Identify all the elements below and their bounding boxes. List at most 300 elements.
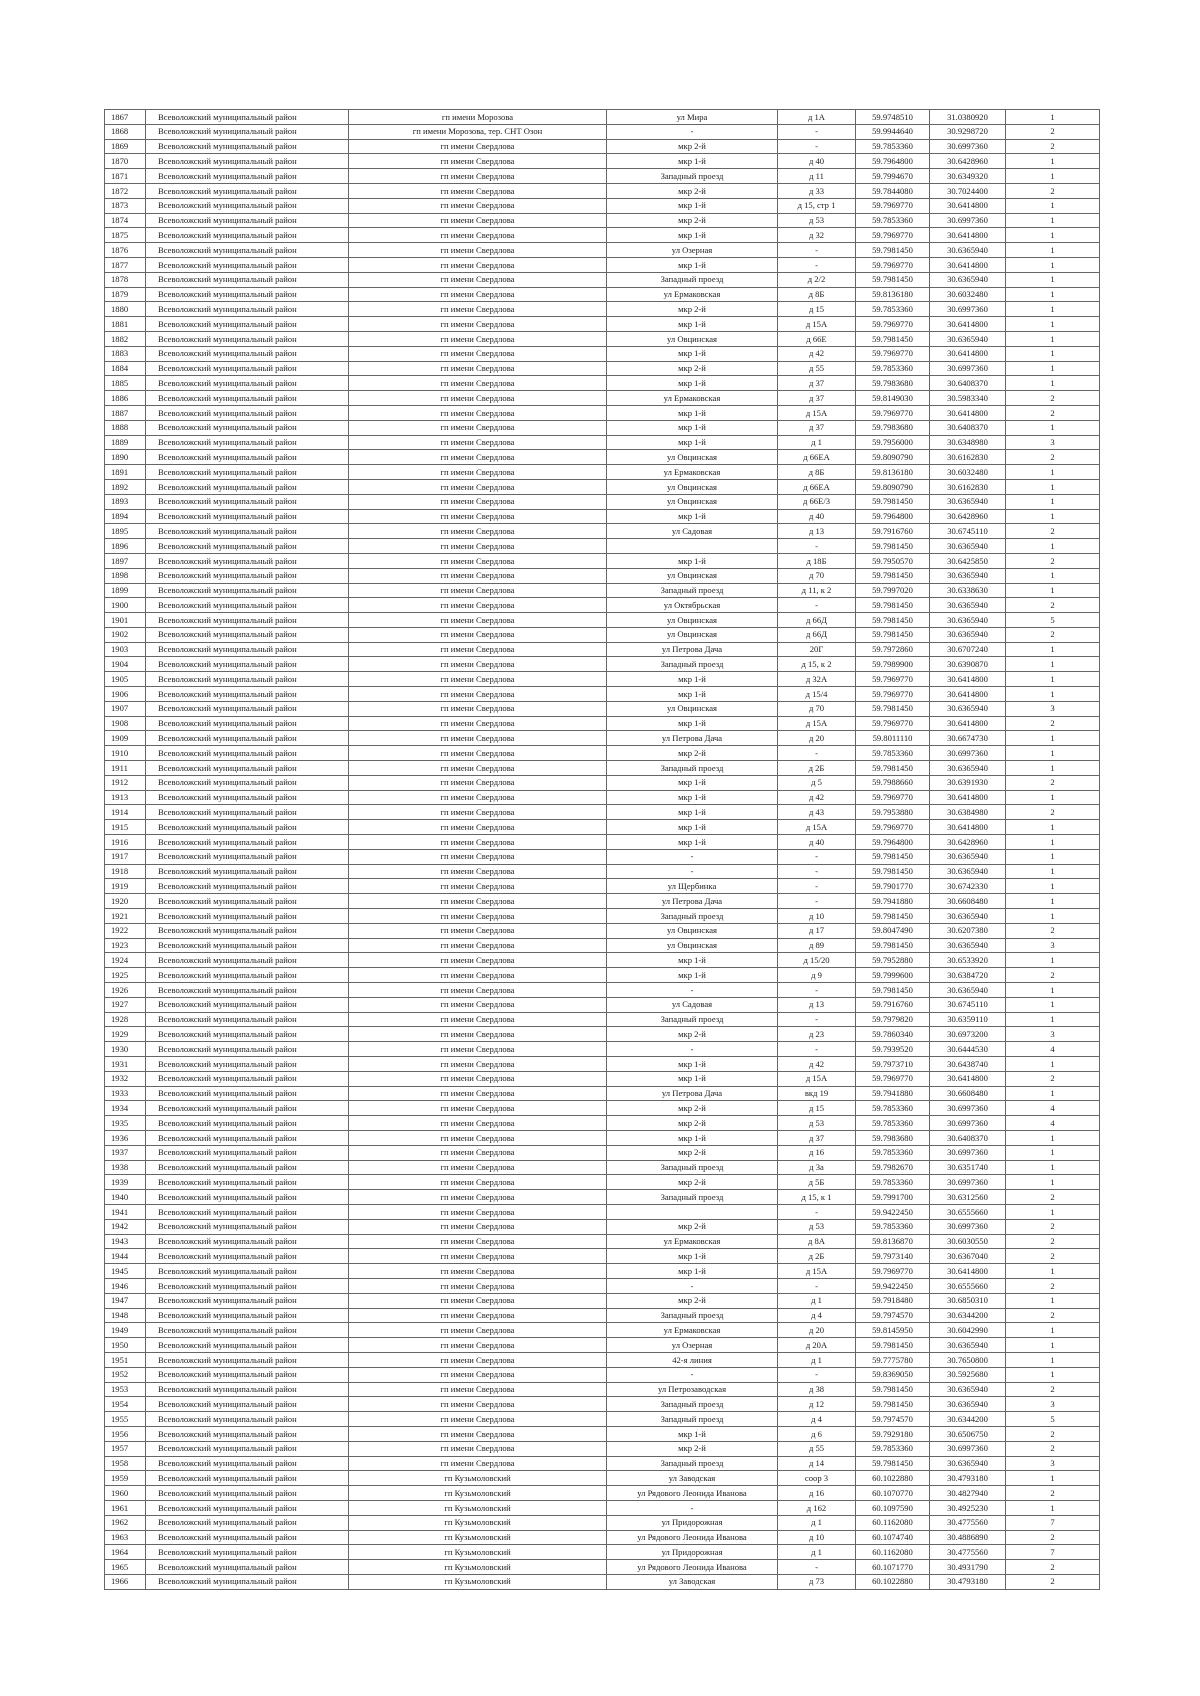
row-number: 1926 [105,983,146,998]
count-cell: 2 [1006,1426,1100,1441]
settlement-cell: гп имени Свердлова [349,1323,607,1338]
longitude-cell: 30.4886890 [930,1530,1006,1545]
longitude-cell: 30.6997360 [930,1145,1006,1160]
district-cell: Всеволожский муниципальный район [146,302,349,317]
row-number: 1948 [105,1308,146,1323]
latitude-cell: 59.7981450 [856,864,930,879]
settlement-cell: гп имени Свердлова [349,1219,607,1234]
district-cell: Всеволожский муниципальный район [146,1175,349,1190]
longitude-cell: 30.6365940 [930,849,1006,864]
table-row [105,1338,1100,1353]
settlement-cell: гп имени Свердлова [349,553,607,568]
street-cell: мкр 2-й [607,1116,778,1131]
table-row [105,183,1100,198]
count-cell: 2 [1006,1530,1100,1545]
table-row [105,1190,1100,1205]
longitude-cell: 30.6365940 [930,331,1006,346]
latitude-cell: 60.1097590 [856,1500,930,1515]
latitude-cell: 59.7964800 [856,509,930,524]
settlement-cell: гп имени Свердлова [349,1145,607,1160]
count-cell: 1 [1006,479,1100,494]
district-cell: Всеволожский муниципальный район [146,1367,349,1382]
row-number: 1888 [105,420,146,435]
count-cell: 1 [1006,287,1100,302]
settlement-cell: гп имени Свердлова [349,923,607,938]
district-cell: Всеволожский муниципальный район [146,450,349,465]
row-number: 1909 [105,731,146,746]
house-cell: д 15А [778,716,856,731]
table-row [105,583,1100,598]
table-row [105,790,1100,805]
house-cell: д 38 [778,1382,856,1397]
longitude-cell: 30.6365940 [930,494,1006,509]
settlement-cell: гп имени Свердлова [349,1086,607,1101]
longitude-cell: 30.6365940 [930,598,1006,613]
count-cell: 2 [1006,923,1100,938]
longitude-cell: 30.6384980 [930,805,1006,820]
latitude-cell: 59.7981450 [856,627,930,642]
district-cell: Всеволожский муниципальный район [146,1545,349,1560]
district-cell: Всеволожский муниципальный район [146,1560,349,1575]
table-row [105,465,1100,480]
street-cell [607,539,778,554]
latitude-cell: 59.7964800 [856,835,930,850]
district-cell: Всеволожский муниципальный район [146,568,349,583]
latitude-cell: 59.7964800 [856,154,930,169]
latitude-cell: 59.7853360 [856,139,930,154]
count-cell: 2 [1006,1278,1100,1293]
latitude-cell: 59.9944640 [856,124,930,139]
table-body [105,110,1100,1590]
table-row [105,1101,1100,1116]
table-row [105,775,1100,790]
table-row [105,272,1100,287]
count-cell: 2 [1006,391,1100,406]
district-cell: Всеволожский муниципальный район [146,110,349,125]
table-row [105,1264,1100,1279]
table-row [105,849,1100,864]
house-cell: д 20А [778,1338,856,1353]
district-cell: Всеволожский муниципальный район [146,968,349,983]
count-cell: 7 [1006,1545,1100,1560]
table-row [105,213,1100,228]
row-number: 1894 [105,509,146,524]
latitude-cell: 59.7969770 [856,228,930,243]
district-cell: Всеволожский муниципальный район [146,405,349,420]
street-cell: ул Овцинская [607,450,778,465]
row-number: 1949 [105,1323,146,1338]
longitude-cell: 30.4793180 [930,1471,1006,1486]
row-number: 1913 [105,790,146,805]
count-cell: 1 [1006,983,1100,998]
street-cell: ул Овцинская [607,701,778,716]
table-row [105,1308,1100,1323]
district-cell: Всеволожский муниципальный район [146,716,349,731]
table-row [105,1545,1100,1560]
district-cell: Всеволожский муниципальный район [146,1338,349,1353]
table-row [105,1471,1100,1486]
house-cell: д 10 [778,1530,856,1545]
district-cell: Всеволожский муниципальный район [146,1574,349,1589]
district-cell: Всеволожский муниципальный район [146,124,349,139]
district-cell: Всеволожский муниципальный район [146,435,349,450]
settlement-cell: гп имени Свердлова [349,257,607,272]
street-cell: мкр 1-й [607,968,778,983]
house-cell: д 89 [778,938,856,953]
longitude-cell: 30.6162830 [930,479,1006,494]
street-cell: - [607,1500,778,1515]
street-cell: Западный проезд [607,761,778,776]
district-cell: Всеволожский муниципальный район [146,317,349,332]
longitude-cell: 30.6367040 [930,1249,1006,1264]
table-row [105,287,1100,302]
longitude-cell: 30.6997360 [930,1101,1006,1116]
count-cell: 1 [1006,1204,1100,1219]
street-cell: мкр 1-й [607,805,778,820]
district-cell: Всеволожский муниципальный район [146,687,349,702]
house-cell: д 66Е/3 [778,494,856,509]
latitude-cell: 59.7989900 [856,657,930,672]
longitude-cell: 30.6555660 [930,1278,1006,1293]
district-cell: Всеволожский муниципальный район [146,139,349,154]
district-cell: Всеволожский муниципальный район [146,465,349,480]
row-number: 1925 [105,968,146,983]
row-number: 1899 [105,583,146,598]
longitude-cell: 30.4925230 [930,1500,1006,1515]
street-cell: мкр 1-й [607,346,778,361]
district-cell: Всеволожский муниципальный район [146,1264,349,1279]
row-number: 1956 [105,1426,146,1441]
row-number: 1904 [105,657,146,672]
row-number: 1941 [105,1204,146,1219]
row-number: 1893 [105,494,146,509]
row-number: 1886 [105,391,146,406]
row-number: 1881 [105,317,146,332]
row-number: 1911 [105,761,146,776]
street-cell: ул Ермаковская [607,465,778,480]
street-cell: Западный проезд [607,169,778,184]
house-cell: д 32А [778,672,856,687]
row-number: 1915 [105,820,146,835]
longitude-cell: 30.6384720 [930,968,1006,983]
latitude-cell: 59.7994670 [856,169,930,184]
count-cell: 5 [1006,1412,1100,1427]
district-cell: Всеволожский муниципальный район [146,1086,349,1101]
row-number: 1902 [105,627,146,642]
count-cell: 1 [1006,1160,1100,1175]
longitude-cell: 30.6391930 [930,775,1006,790]
table-row [105,228,1100,243]
longitude-cell: 30.6030550 [930,1234,1006,1249]
latitude-cell: 59.7853360 [856,1219,930,1234]
count-cell: 1 [1006,228,1100,243]
row-number: 1890 [105,450,146,465]
latitude-cell: 59.7853360 [856,1175,930,1190]
count-cell: 1 [1006,1367,1100,1382]
row-number: 1879 [105,287,146,302]
longitude-cell: 30.6344200 [930,1412,1006,1427]
count-cell: 1 [1006,583,1100,598]
district-cell: Всеволожский муниципальный район [146,746,349,761]
settlement-cell: гп имени Свердлова [349,849,607,864]
latitude-cell: 59.7972860 [856,642,930,657]
latitude-cell: 59.7981450 [856,909,930,924]
table-row [105,953,1100,968]
settlement-cell: гп имени Свердлова [349,672,607,687]
count-cell: 2 [1006,405,1100,420]
settlement-cell: гп имени Свердлова [349,435,607,450]
row-number: 1905 [105,672,146,687]
house-cell: д 8Б [778,287,856,302]
settlement-cell: гп имени Свердлова [349,879,607,894]
street-cell: ул Овцинская [607,613,778,628]
row-number: 1873 [105,198,146,213]
longitude-cell: 30.6344200 [930,1308,1006,1323]
count-cell: 1 [1006,257,1100,272]
settlement-cell: гп имени Свердлова [349,1456,607,1471]
count-cell: 1 [1006,997,1100,1012]
table-row [105,1145,1100,1160]
latitude-cell: 59.7853360 [856,1441,930,1456]
count-cell: 2 [1006,805,1100,820]
house-cell: д 53 [778,1116,856,1131]
settlement-cell: гп имени Свердлова [349,213,607,228]
street-cell: мкр 2-й [607,1441,778,1456]
district-cell: Всеволожский муниципальный район [146,479,349,494]
district-cell: Всеволожский муниципальный район [146,287,349,302]
street-cell: мкр 1-й [607,317,778,332]
district-cell: Всеволожский муниципальный район [146,228,349,243]
street-cell: мкр 2-й [607,1175,778,1190]
house-cell: - [778,864,856,879]
longitude-cell: 30.6365940 [930,1397,1006,1412]
street-cell: мкр 1-й [607,790,778,805]
settlement-cell: гп имени Морозова, тер. СНТ Озон [349,124,607,139]
row-number: 1963 [105,1530,146,1545]
house-cell: - [778,1278,856,1293]
row-number: 1953 [105,1382,146,1397]
longitude-cell: 30.6365940 [930,568,1006,583]
table-row [105,657,1100,672]
house-cell: д 15А [778,317,856,332]
latitude-cell: 59.8149030 [856,391,930,406]
longitude-cell: 30.6365940 [930,701,1006,716]
district-cell: Всеволожский муниципальный район [146,346,349,361]
district-cell: Всеволожский муниципальный район [146,775,349,790]
district-cell: Всеволожский муниципальный район [146,1116,349,1131]
house-cell: д 43 [778,805,856,820]
street-cell: ул Овцинская [607,331,778,346]
longitude-cell: 30.6414800 [930,257,1006,272]
count-cell: 2 [1006,1308,1100,1323]
district-cell: Всеволожский муниципальный район [146,672,349,687]
count-cell: 2 [1006,553,1100,568]
settlement-cell: гп имени Свердлова [349,317,607,332]
street-cell: ул Петрова Дача [607,642,778,657]
house-cell: д 17 [778,923,856,938]
count-cell: 1 [1006,317,1100,332]
settlement-cell: гп имени Свердлова [349,524,607,539]
row-number: 1917 [105,849,146,864]
row-number: 1916 [105,835,146,850]
count-cell: 2 [1006,1574,1100,1589]
settlement-cell: гп имени Свердлова [349,228,607,243]
count-cell: 1 [1006,1471,1100,1486]
street-cell: мкр 1-й [607,228,778,243]
row-number: 1924 [105,953,146,968]
house-cell: - [778,1367,856,1382]
count-cell: 1 [1006,790,1100,805]
house-cell: - [778,257,856,272]
house-cell: д 5 [778,775,856,790]
street-cell: мкр 2-й [607,1101,778,1116]
count-cell: 1 [1006,302,1100,317]
settlement-cell: гп имени Свердлова [349,983,607,998]
house-cell: д 6 [778,1426,856,1441]
table-row [105,1234,1100,1249]
latitude-cell: 59.7853360 [856,1145,930,1160]
longitude-cell: 30.6997360 [930,139,1006,154]
street-cell: мкр 1-й [607,1130,778,1145]
row-number: 1887 [105,405,146,420]
settlement-cell: гп имени Свердлова [349,746,607,761]
latitude-cell: 59.7981450 [856,539,930,554]
settlement-cell: гп Кузьмоловский [349,1560,607,1575]
latitude-cell: 59.8011110 [856,731,930,746]
count-cell: 3 [1006,1397,1100,1412]
latitude-cell: 59.7981450 [856,1382,930,1397]
table-row [105,1012,1100,1027]
latitude-cell: 59.7979820 [856,1012,930,1027]
settlement-cell: гп имени Свердлова [349,997,607,1012]
house-cell: д 1 [778,1352,856,1367]
count-cell: 1 [1006,1338,1100,1353]
latitude-cell: 59.7981450 [856,938,930,953]
latitude-cell: 59.8047490 [856,923,930,938]
house-cell: д 66ЕА [778,450,856,465]
street-cell: ул Ермаковская [607,1323,778,1338]
count-cell: 2 [1006,598,1100,613]
settlement-cell: гп имени Свердлова [349,1057,607,1072]
street-cell: мкр 2-й [607,213,778,228]
row-number: 1957 [105,1441,146,1456]
district-cell: Всеволожский муниципальный район [146,879,349,894]
row-number: 1880 [105,302,146,317]
house-cell: д 73 [778,1574,856,1589]
settlement-cell: гп имени Свердлова [349,805,607,820]
house-cell: д 4 [778,1308,856,1323]
table-row [105,124,1100,139]
settlement-cell: гп Кузьмоловский [349,1530,607,1545]
row-number: 1954 [105,1397,146,1412]
settlement-cell: гп Кузьмоловский [349,1500,607,1515]
latitude-cell: 60.1070770 [856,1486,930,1501]
district-cell: Всеволожский муниципальный район [146,1204,349,1219]
table-row [105,1397,1100,1412]
settlement-cell: гп имени Свердлова [349,450,607,465]
house-cell: д 66Е [778,331,856,346]
table-row [105,1293,1100,1308]
latitude-cell: 59.7988660 [856,775,930,790]
longitude-cell: 30.6414800 [930,346,1006,361]
longitude-cell: 30.6408370 [930,1130,1006,1145]
longitude-cell: 30.6997360 [930,213,1006,228]
house-cell: д 37 [778,391,856,406]
latitude-cell: 59.8136180 [856,465,930,480]
house-cell: д 1 [778,1545,856,1560]
house-cell: д 15, к 1 [778,1190,856,1205]
count-cell: 2 [1006,1249,1100,1264]
latitude-cell: 59.7969770 [856,716,930,731]
count-cell: 2 [1006,1382,1100,1397]
row-number: 1869 [105,139,146,154]
table-row [105,687,1100,702]
district-cell: Всеволожский муниципальный район [146,1412,349,1427]
settlement-cell: гп имени Свердлова [349,346,607,361]
street-cell: ул Рядового Леонида Иванова [607,1486,778,1501]
district-cell: Всеволожский муниципальный район [146,701,349,716]
latitude-cell: 59.7853360 [856,1116,930,1131]
row-number: 1961 [105,1500,146,1515]
district-cell: Всеволожский муниципальный район [146,243,349,258]
district-cell: Всеволожский муниципальный район [146,331,349,346]
longitude-cell: 30.6365940 [930,272,1006,287]
house-cell: - [778,124,856,139]
longitude-cell: 30.6365940 [930,909,1006,924]
latitude-cell: 59.7901770 [856,879,930,894]
district-cell: Всеволожский муниципальный район [146,361,349,376]
longitude-cell: 30.6042990 [930,1323,1006,1338]
count-cell: 1 [1006,820,1100,835]
latitude-cell: 59.7997020 [856,583,930,598]
street-cell: ул Щербинка [607,879,778,894]
street-cell: мкр 1-й [607,435,778,450]
latitude-cell: 59.7981450 [856,568,930,583]
house-cell: д 10 [778,909,856,924]
table-row [105,627,1100,642]
table-row [105,968,1100,983]
settlement-cell: гп имени Свердлова [349,1234,607,1249]
latitude-cell: 59.7982670 [856,1160,930,1175]
house-cell: д 15А [778,1071,856,1086]
district-cell: Всеволожский муниципальный район [146,1500,349,1515]
table-row [105,731,1100,746]
latitude-cell: 59.7969770 [856,1071,930,1086]
row-number: 1906 [105,687,146,702]
table-row [105,1515,1100,1530]
latitude-cell: 59.7969770 [856,317,930,332]
street-cell: ул Овцинская [607,923,778,938]
table-row [105,139,1100,154]
settlement-cell: гп имени Свердлова [349,1249,607,1264]
street-cell: мкр 1-й [607,1249,778,1264]
settlement-cell: гп имени Свердлова [349,953,607,968]
settlement-cell: гп имени Свердлова [349,1441,607,1456]
house-cell: д 42 [778,346,856,361]
latitude-cell: 59.7853360 [856,746,930,761]
district-cell: Всеволожский муниципальный район [146,1426,349,1441]
house-cell: д 33 [778,183,856,198]
table-row [105,746,1100,761]
row-number: 1955 [105,1412,146,1427]
table-row [105,642,1100,657]
street-cell: мкр 1-й [607,376,778,391]
count-cell: 1 [1006,642,1100,657]
count-cell: 2 [1006,716,1100,731]
data-table [104,109,1100,1590]
table-row [105,1086,1100,1101]
latitude-cell: 59.7983680 [856,376,930,391]
